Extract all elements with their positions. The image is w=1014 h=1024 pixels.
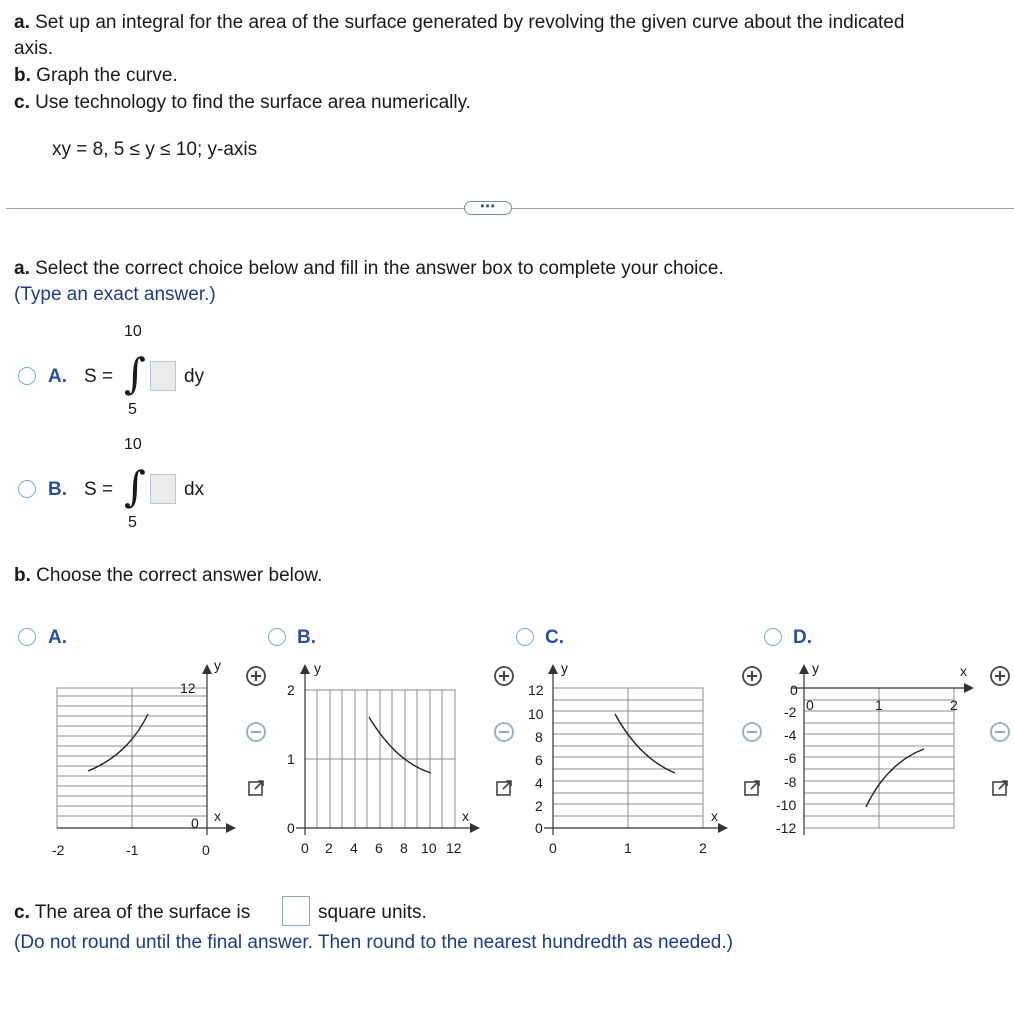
graph-d-y-tick: -2 (784, 704, 797, 720)
part-a-instruction: a. Select the correct choice below and fill in the answer box to complete your choice. (14, 258, 724, 279)
graph-c-label[interactable]: C. (545, 627, 564, 648)
graph-d-y-tick: -12 (776, 820, 797, 836)
part-c-hint: (Do not round until the final answer. Then round to the nearest hundredth as needed.) (14, 932, 733, 953)
graph-b-y-tick: 2 (287, 682, 295, 698)
graph-b-x-tick: 0 (301, 840, 309, 856)
choice-b-lower-limit: 5 (128, 514, 137, 531)
graph-b-x-tick: 2 (325, 840, 333, 856)
graph-c-x-tick: 0 (549, 840, 557, 856)
problem-line-b: b. Graph the curve. (14, 65, 178, 86)
problem-line-c: c. Use technology to find the surface area numerically. (14, 92, 471, 113)
choice-b-label[interactable]: B. (48, 479, 67, 500)
graph-b-x-tick: 12 (446, 840, 462, 856)
graph-b-x-tick: 4 (350, 840, 358, 856)
integral-sign-icon: ∫ (124, 349, 146, 398)
graph-a-y-tick: 0 (191, 815, 199, 831)
graph-c-y-tick: 12 (528, 682, 544, 698)
graph-b-x-tick: 6 (375, 840, 383, 856)
graph-b-radio[interactable] (268, 628, 286, 646)
graph-d-y-tick: -10 (776, 797, 797, 813)
problem-equation: xy = 8, 5 ≤ y ≤ 10; y-axis (52, 139, 258, 160)
popout-icon[interactable] (244, 776, 268, 800)
graph-b-x-tick: 8 (400, 840, 408, 856)
graph-b-x-axis-label: x (462, 808, 469, 824)
graph-d-y-tick: -4 (784, 727, 797, 743)
graph-c-y-axis-label: y (561, 660, 568, 676)
choice-a-differential: dy (184, 366, 205, 387)
graph-b-y-axis-label: y (314, 660, 321, 676)
popout-icon[interactable] (988, 776, 1012, 800)
graph-b-plot (296, 660, 486, 835)
graph-d-radio[interactable] (764, 628, 782, 646)
graph-a-y-axis-label: y (214, 657, 221, 673)
graph-a-x-tick: -2 (52, 842, 65, 858)
choice-a-upper-limit: 10 (124, 323, 142, 340)
graph-d-y-axis-label: y (812, 660, 819, 676)
popout-icon[interactable] (492, 776, 516, 800)
graph-c-y-tick: 8 (535, 729, 543, 745)
part-a-hint: (Type an exact answer.) (14, 284, 216, 305)
graph-a-label[interactable]: A. (48, 627, 67, 648)
graph-c-y-tick: 10 (528, 706, 544, 722)
graph-b-x-tick: 10 (421, 840, 437, 856)
choice-b-upper-limit: 10 (124, 436, 142, 453)
graph-c-y-tick: 4 (535, 775, 543, 791)
surface-area-input[interactable] (282, 896, 310, 926)
choice-b-differential: dx (184, 479, 205, 500)
zoom-in-icon[interactable] (492, 664, 516, 688)
more-button[interactable]: ••• (464, 201, 512, 215)
choice-a-integrand-input[interactable] (150, 361, 176, 391)
choice-a-s-equals: S = (84, 366, 114, 387)
graph-c-x-tick: 1 (624, 840, 632, 856)
graph-b-label[interactable]: B. (297, 627, 316, 648)
graph-d-plot (792, 660, 982, 835)
choice-a-label[interactable]: A. (48, 366, 67, 387)
graph-a-y-tick: 12 (180, 680, 196, 696)
graph-c-x-tick: 2 (699, 840, 707, 856)
graph-d-y-tick: 0 (790, 682, 798, 698)
graph-d-y-tick: -8 (784, 774, 797, 790)
zoom-out-icon[interactable] (492, 720, 516, 744)
part-c-units: square units. (318, 902, 427, 923)
graph-a-x-axis-label: x (214, 808, 221, 824)
graph-a-x-tick: 0 (202, 842, 210, 858)
graph-c-radio[interactable] (516, 628, 534, 646)
zoom-in-icon[interactable] (244, 664, 268, 688)
part-c-text: c. The area of the surface is (14, 902, 251, 923)
graph-d-y-tick: -6 (784, 750, 797, 766)
choice-b-radio[interactable] (18, 480, 36, 498)
zoom-in-icon[interactable] (988, 664, 1012, 688)
choice-b-s-equals: S = (84, 479, 114, 500)
popout-icon[interactable] (740, 776, 764, 800)
part-b-instruction: b. Choose the correct answer below. (14, 565, 323, 586)
zoom-out-icon[interactable] (740, 720, 764, 744)
integral-sign-icon: ∫ (124, 462, 146, 511)
graph-d-label[interactable]: D. (793, 627, 812, 648)
graph-d-x-tick: 2 (950, 697, 958, 713)
graph-c-y-tick: 0 (535, 820, 543, 836)
graph-a-x-tick: -1 (126, 842, 139, 858)
choice-b-integrand-input[interactable] (150, 474, 176, 504)
graph-d-x-tick: 1 (875, 697, 883, 713)
graph-b-y-tick: 1 (287, 751, 295, 767)
zoom-out-icon[interactable] (244, 720, 268, 744)
graph-b-y-tick: 0 (287, 820, 295, 836)
choice-a-radio[interactable] (18, 367, 36, 385)
problem-line-a-cont: axis. (14, 38, 54, 59)
choice-a-lower-limit: 5 (128, 401, 137, 418)
graph-a-radio[interactable] (18, 628, 36, 646)
graph-d-x-axis-label: x (960, 663, 967, 679)
graph-a-plot (50, 660, 240, 835)
graph-d-x-tick: 0 (806, 697, 814, 713)
graph-c-plot (544, 660, 734, 835)
problem-line-a: a. Set up an integral for the area of the surface generated by revolving the given curve about the indicated (14, 12, 905, 33)
graph-c-y-tick: 6 (535, 752, 543, 768)
zoom-out-icon[interactable] (988, 720, 1012, 744)
graph-c-y-tick: 2 (535, 798, 543, 814)
graph-c-x-axis-label: x (711, 808, 718, 824)
zoom-in-icon[interactable] (740, 664, 764, 688)
